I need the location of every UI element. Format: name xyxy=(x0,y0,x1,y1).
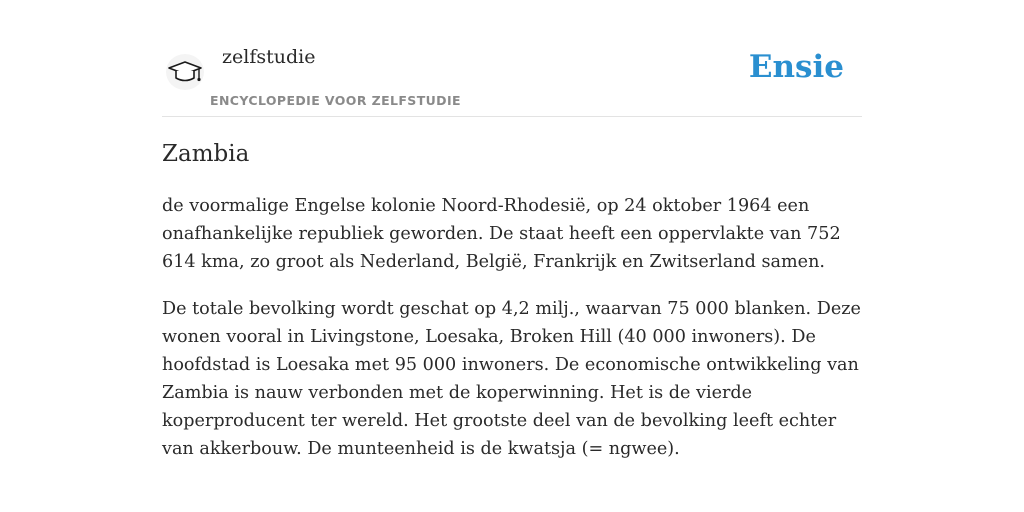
site-name[interactable]: zelfstudie xyxy=(222,46,316,68)
article-paragraph: de voormalige Engelse kolonie Noord-Rhodesië, op 24 oktober 1964 een onafhankelijke republiek geworden. De staat heeft een oppervlakte van 752 614 kma, zo groot als Nederland, België, Frankrijk en Zwitserland samen. xyxy=(162,196,841,272)
article-title: Zambia xyxy=(162,141,250,167)
site-tagline: ENCYCLOPEDIE VOOR ZELFSTUDIE xyxy=(210,93,461,108)
article xyxy=(162,138,862,463)
article-paragraph: De totale bevolking wordt geschat op 4,2 milj., waarvan 75 000 blanken. Deze wonen vooral in Livingstone, Loesaka, Broken Hill (40 000 inwoners). De hoofdstad is Loesaka met 95 000 inwoners. De economische ontwikkeling van Zambia is nauw verbonden met de koperwinning. Het is de vierde koperproducent ter wereld. Het grootste deel van de bevolking leeft echter van akkerbouw. De munteenheid is de kwatsja (= ngwee). xyxy=(162,299,861,459)
graduation-cap-icon[interactable] xyxy=(166,54,204,90)
site-header xyxy=(162,38,862,117)
brand-logo[interactable]: Ensie xyxy=(748,49,844,85)
